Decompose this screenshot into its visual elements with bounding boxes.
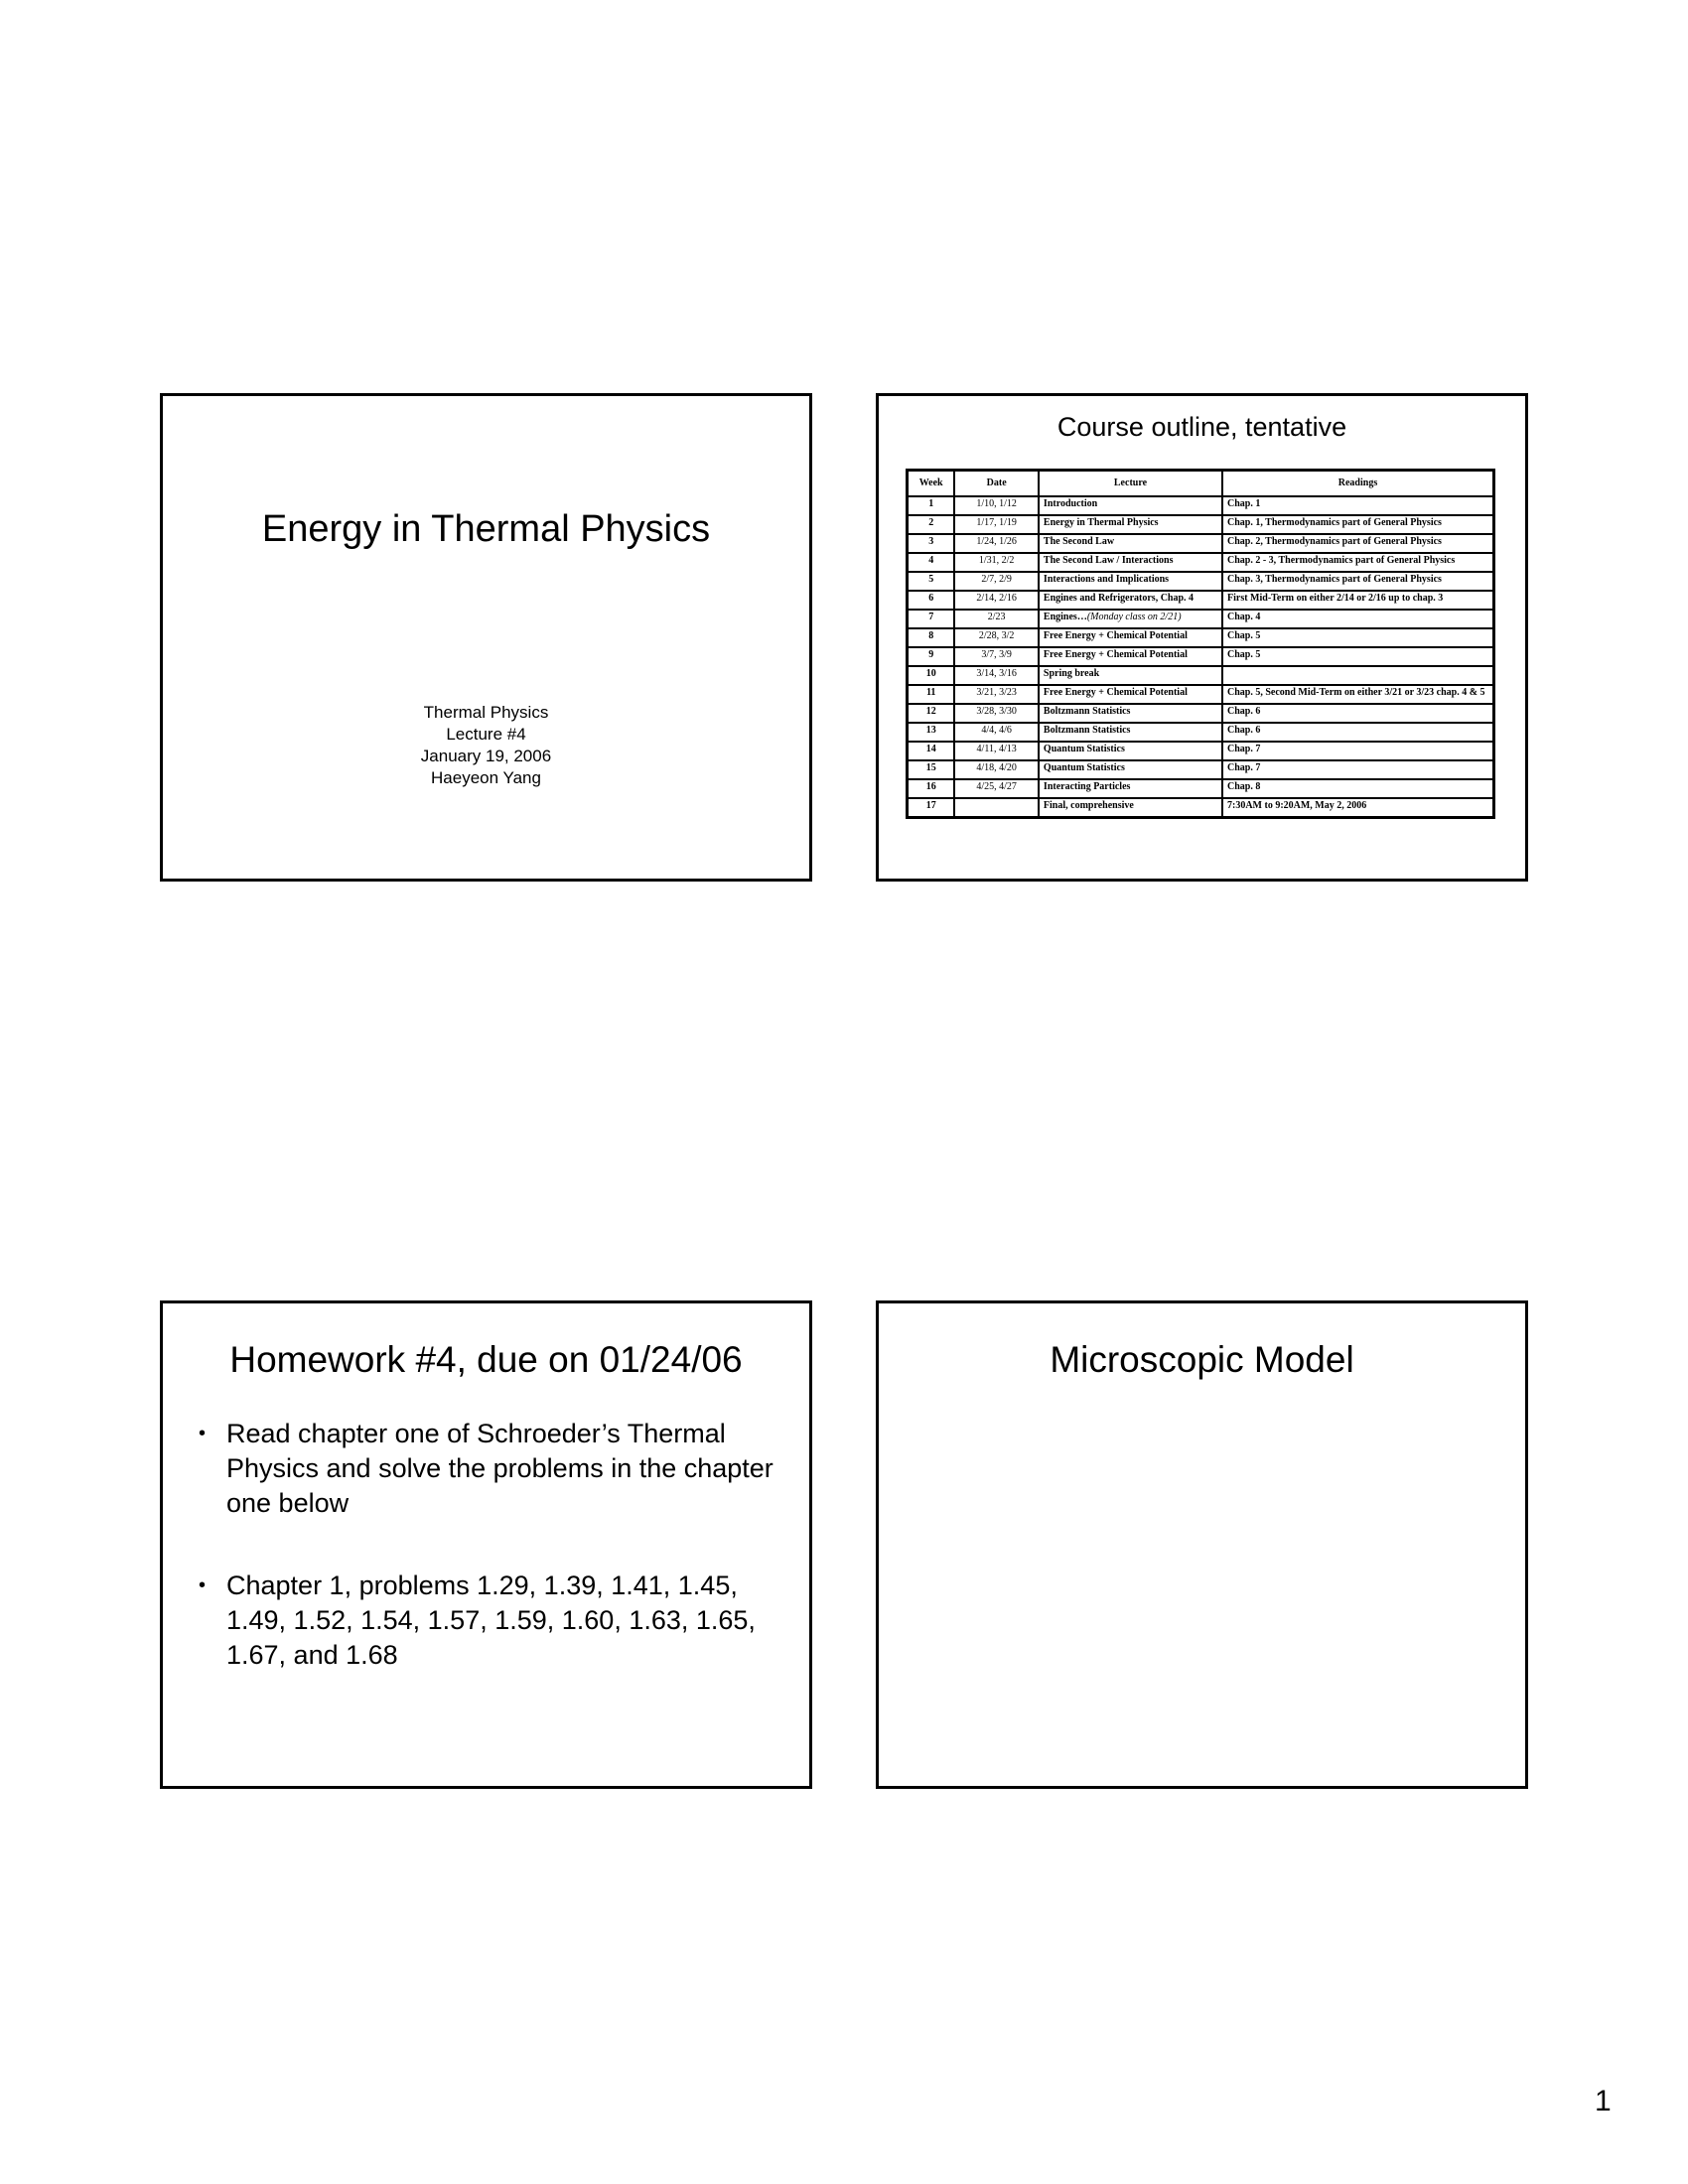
cell-readings: Chap. 1, Thermodynamics part of General Physics — [1222, 515, 1494, 534]
cell-date: 2/28, 3/2 — [954, 628, 1039, 647]
microscopic-model-title: Microscopic Model — [1050, 1339, 1354, 1380]
cell-lecture — [1039, 572, 1222, 591]
cell-lecture — [1039, 534, 1222, 553]
lecture-note: (Monday class on 2/21) — [1086, 612, 1182, 622]
lecture-text: Boltzmann Statistics — [1043, 706, 1131, 717]
table-row — [908, 572, 1494, 591]
table-row — [908, 496, 1494, 515]
cell-week: 16 — [908, 779, 955, 798]
homework-bullet-list — [199, 1417, 779, 1720]
cell-readings: Chap. 5 — [1222, 628, 1494, 647]
homework-title: Homework #4, due on 01/24/06 — [229, 1339, 743, 1380]
cell-readings: Chap. 8 — [1222, 779, 1494, 798]
cell-date: 1/24, 1/26 — [954, 534, 1039, 553]
table-header-row — [908, 471, 1494, 497]
cell-readings: Chap. 2 - 3, Thermodynamics part of General Physics — [1222, 553, 1494, 572]
cell-readings: Chap. 1 — [1222, 496, 1494, 515]
lecture-text: Energy in Thermal Physics — [1043, 517, 1159, 528]
cell-readings: Chap. 4 — [1222, 610, 1494, 628]
lecture-text: Boltzmann Statistics — [1043, 725, 1131, 736]
cell-week: 2 — [908, 515, 955, 534]
subtitle-course: Thermal Physics — [423, 703, 549, 722]
bullet-item — [199, 1417, 779, 1521]
cell-date: 3/7, 3/9 — [954, 647, 1039, 666]
cell-date: 4/25, 4/27 — [954, 779, 1039, 798]
cell-lecture — [1039, 779, 1222, 798]
lecture-text: Interacting Particles — [1043, 781, 1131, 792]
bullet-text: Chapter 1, problems 1.29, 1.39, 1.41, 1.45, 1.49, 1.52, 1.54, 1.57, 1.59, 1.60, 1.63, 1.65, 1.67, and 1.68 — [226, 1570, 756, 1670]
cell-readings — [1222, 666, 1494, 685]
cell-week: 3 — [908, 534, 955, 553]
cell-readings: Chap. 3, Thermodynamics part of General Physics — [1222, 572, 1494, 591]
cell-week: 14 — [908, 742, 955, 760]
cell-week: 9 — [908, 647, 955, 666]
cell-week: 11 — [908, 685, 955, 704]
cell-lecture — [1039, 742, 1222, 760]
cell-lecture — [1039, 666, 1222, 685]
table-row — [908, 610, 1494, 628]
table-row — [908, 515, 1494, 534]
cell-lecture — [1039, 685, 1222, 704]
cell-week: 15 — [908, 760, 955, 779]
lecture-text: Interactions and Implications — [1043, 574, 1170, 585]
column-header-week: Week — [908, 471, 955, 497]
lecture-text: The Second Law / Interactions — [1043, 555, 1174, 566]
cell-date: 3/21, 3/23 — [954, 685, 1039, 704]
lecture-text: Quantum Statistics — [1043, 744, 1125, 754]
cell-lecture — [1039, 798, 1222, 818]
course-outline-table — [906, 469, 1495, 819]
cell-week: 13 — [908, 723, 955, 742]
cell-readings: Chap. 6 — [1222, 704, 1494, 723]
cell-week: 8 — [908, 628, 955, 647]
slide-homework — [160, 1300, 812, 1789]
lecture-text: Engines… — [1043, 612, 1087, 622]
cell-readings: Chap. 2, Thermodynamics part of General Physics — [1222, 534, 1494, 553]
cell-week: 7 — [908, 610, 955, 628]
cell-week: 17 — [908, 798, 955, 818]
cell-week: 10 — [908, 666, 955, 685]
table-row — [908, 742, 1494, 760]
lecture-text: Final, comprehensive — [1043, 800, 1134, 811]
lecture-text: Introduction — [1043, 498, 1098, 509]
column-header-date: Date — [954, 471, 1039, 497]
table-row — [908, 591, 1494, 610]
cell-readings: Chap. 5, Second Mid-Term on either 3/21 or 3/23 chap. 4 & 5 — [1222, 685, 1494, 704]
lecture-text: The Second Law — [1043, 536, 1115, 547]
cell-week: 1 — [908, 496, 955, 515]
table-row — [908, 628, 1494, 647]
cell-lecture — [1039, 591, 1222, 610]
cell-lecture — [1039, 553, 1222, 572]
slide-subtitle — [163, 702, 809, 789]
table-row — [908, 798, 1494, 818]
column-header-readings: Readings — [1222, 471, 1494, 497]
cell-date: 4/4, 4/6 — [954, 723, 1039, 742]
cell-date: 2/14, 2/16 — [954, 591, 1039, 610]
bullet-icon: • — [199, 1423, 207, 1444]
table-row — [908, 647, 1494, 666]
table-row — [908, 704, 1494, 723]
slide-title — [160, 393, 812, 882]
lecture-text: Quantum Statistics — [1043, 762, 1125, 773]
cell-date: 1/31, 2/2 — [954, 553, 1039, 572]
cell-lecture — [1039, 628, 1222, 647]
cell-lecture — [1039, 515, 1222, 534]
cell-date: 3/28, 3/30 — [954, 704, 1039, 723]
subtitle-lecture: Lecture #4 — [446, 725, 526, 744]
column-header-lecture: Lecture — [1039, 471, 1222, 497]
lecture-text: Free Energy + Chemical Potential — [1043, 649, 1188, 660]
slide-title-heading: Energy in Thermal Physics — [261, 508, 711, 550]
lecture-text: Free Energy + Chemical Potential — [1043, 687, 1188, 698]
cell-date: 1/17, 1/19 — [954, 515, 1039, 534]
cell-date: 2/23 — [954, 610, 1039, 628]
cell-date: 4/11, 4/13 — [954, 742, 1039, 760]
cell-lecture — [1039, 496, 1222, 515]
slide-course-outline — [876, 393, 1528, 882]
cell-readings: 7:30AM to 9:20AM, May 2, 2006 — [1222, 798, 1494, 818]
cell-readings: Chap. 7 — [1222, 760, 1494, 779]
page-number: 1 — [1595, 2085, 1612, 2117]
table-row — [908, 685, 1494, 704]
bullet-icon: • — [199, 1574, 207, 1596]
cell-date: 2/7, 2/9 — [954, 572, 1039, 591]
lecture-text: Free Energy + Chemical Potential — [1043, 630, 1188, 641]
cell-date: 3/14, 3/16 — [954, 666, 1039, 685]
cell-week: 12 — [908, 704, 955, 723]
cell-date: 1/10, 1/12 — [954, 496, 1039, 515]
cell-lecture — [1039, 610, 1222, 628]
cell-readings: Chap. 7 — [1222, 742, 1494, 760]
cell-week: 4 — [908, 553, 955, 572]
course-outline-title: Course outline, tentative — [1056, 412, 1347, 442]
cell-lecture — [1039, 760, 1222, 779]
cell-lecture — [1039, 723, 1222, 742]
cell-date — [954, 798, 1039, 818]
cell-lecture — [1039, 647, 1222, 666]
table-row — [908, 666, 1494, 685]
cell-readings: First Mid-Term on either 2/14 or 2/16 up to chap. 3 — [1222, 591, 1494, 610]
subtitle-author: Haeyeon Yang — [431, 768, 541, 787]
subtitle-date: January 19, 2006 — [420, 747, 552, 765]
cell-lecture — [1039, 704, 1222, 723]
table-row — [908, 723, 1494, 742]
lecture-text: Engines and Refrigerators, Chap. 4 — [1043, 593, 1195, 604]
table-row — [908, 779, 1494, 798]
bullet-item — [199, 1569, 779, 1673]
bullet-text: Read chapter one of Schroeder’s Thermal Physics and solve the problems in the chapter one below — [226, 1419, 774, 1518]
cell-week: 6 — [908, 591, 955, 610]
slide-microscopic-model — [876, 1300, 1528, 1789]
table-row — [908, 534, 1494, 553]
table-row — [908, 553, 1494, 572]
cell-week: 5 — [908, 572, 955, 591]
cell-readings: Chap. 6 — [1222, 723, 1494, 742]
table-row — [908, 760, 1494, 779]
cell-readings: Chap. 5 — [1222, 647, 1494, 666]
cell-date: 4/18, 4/20 — [954, 760, 1039, 779]
lecture-text: Spring break — [1043, 668, 1100, 679]
